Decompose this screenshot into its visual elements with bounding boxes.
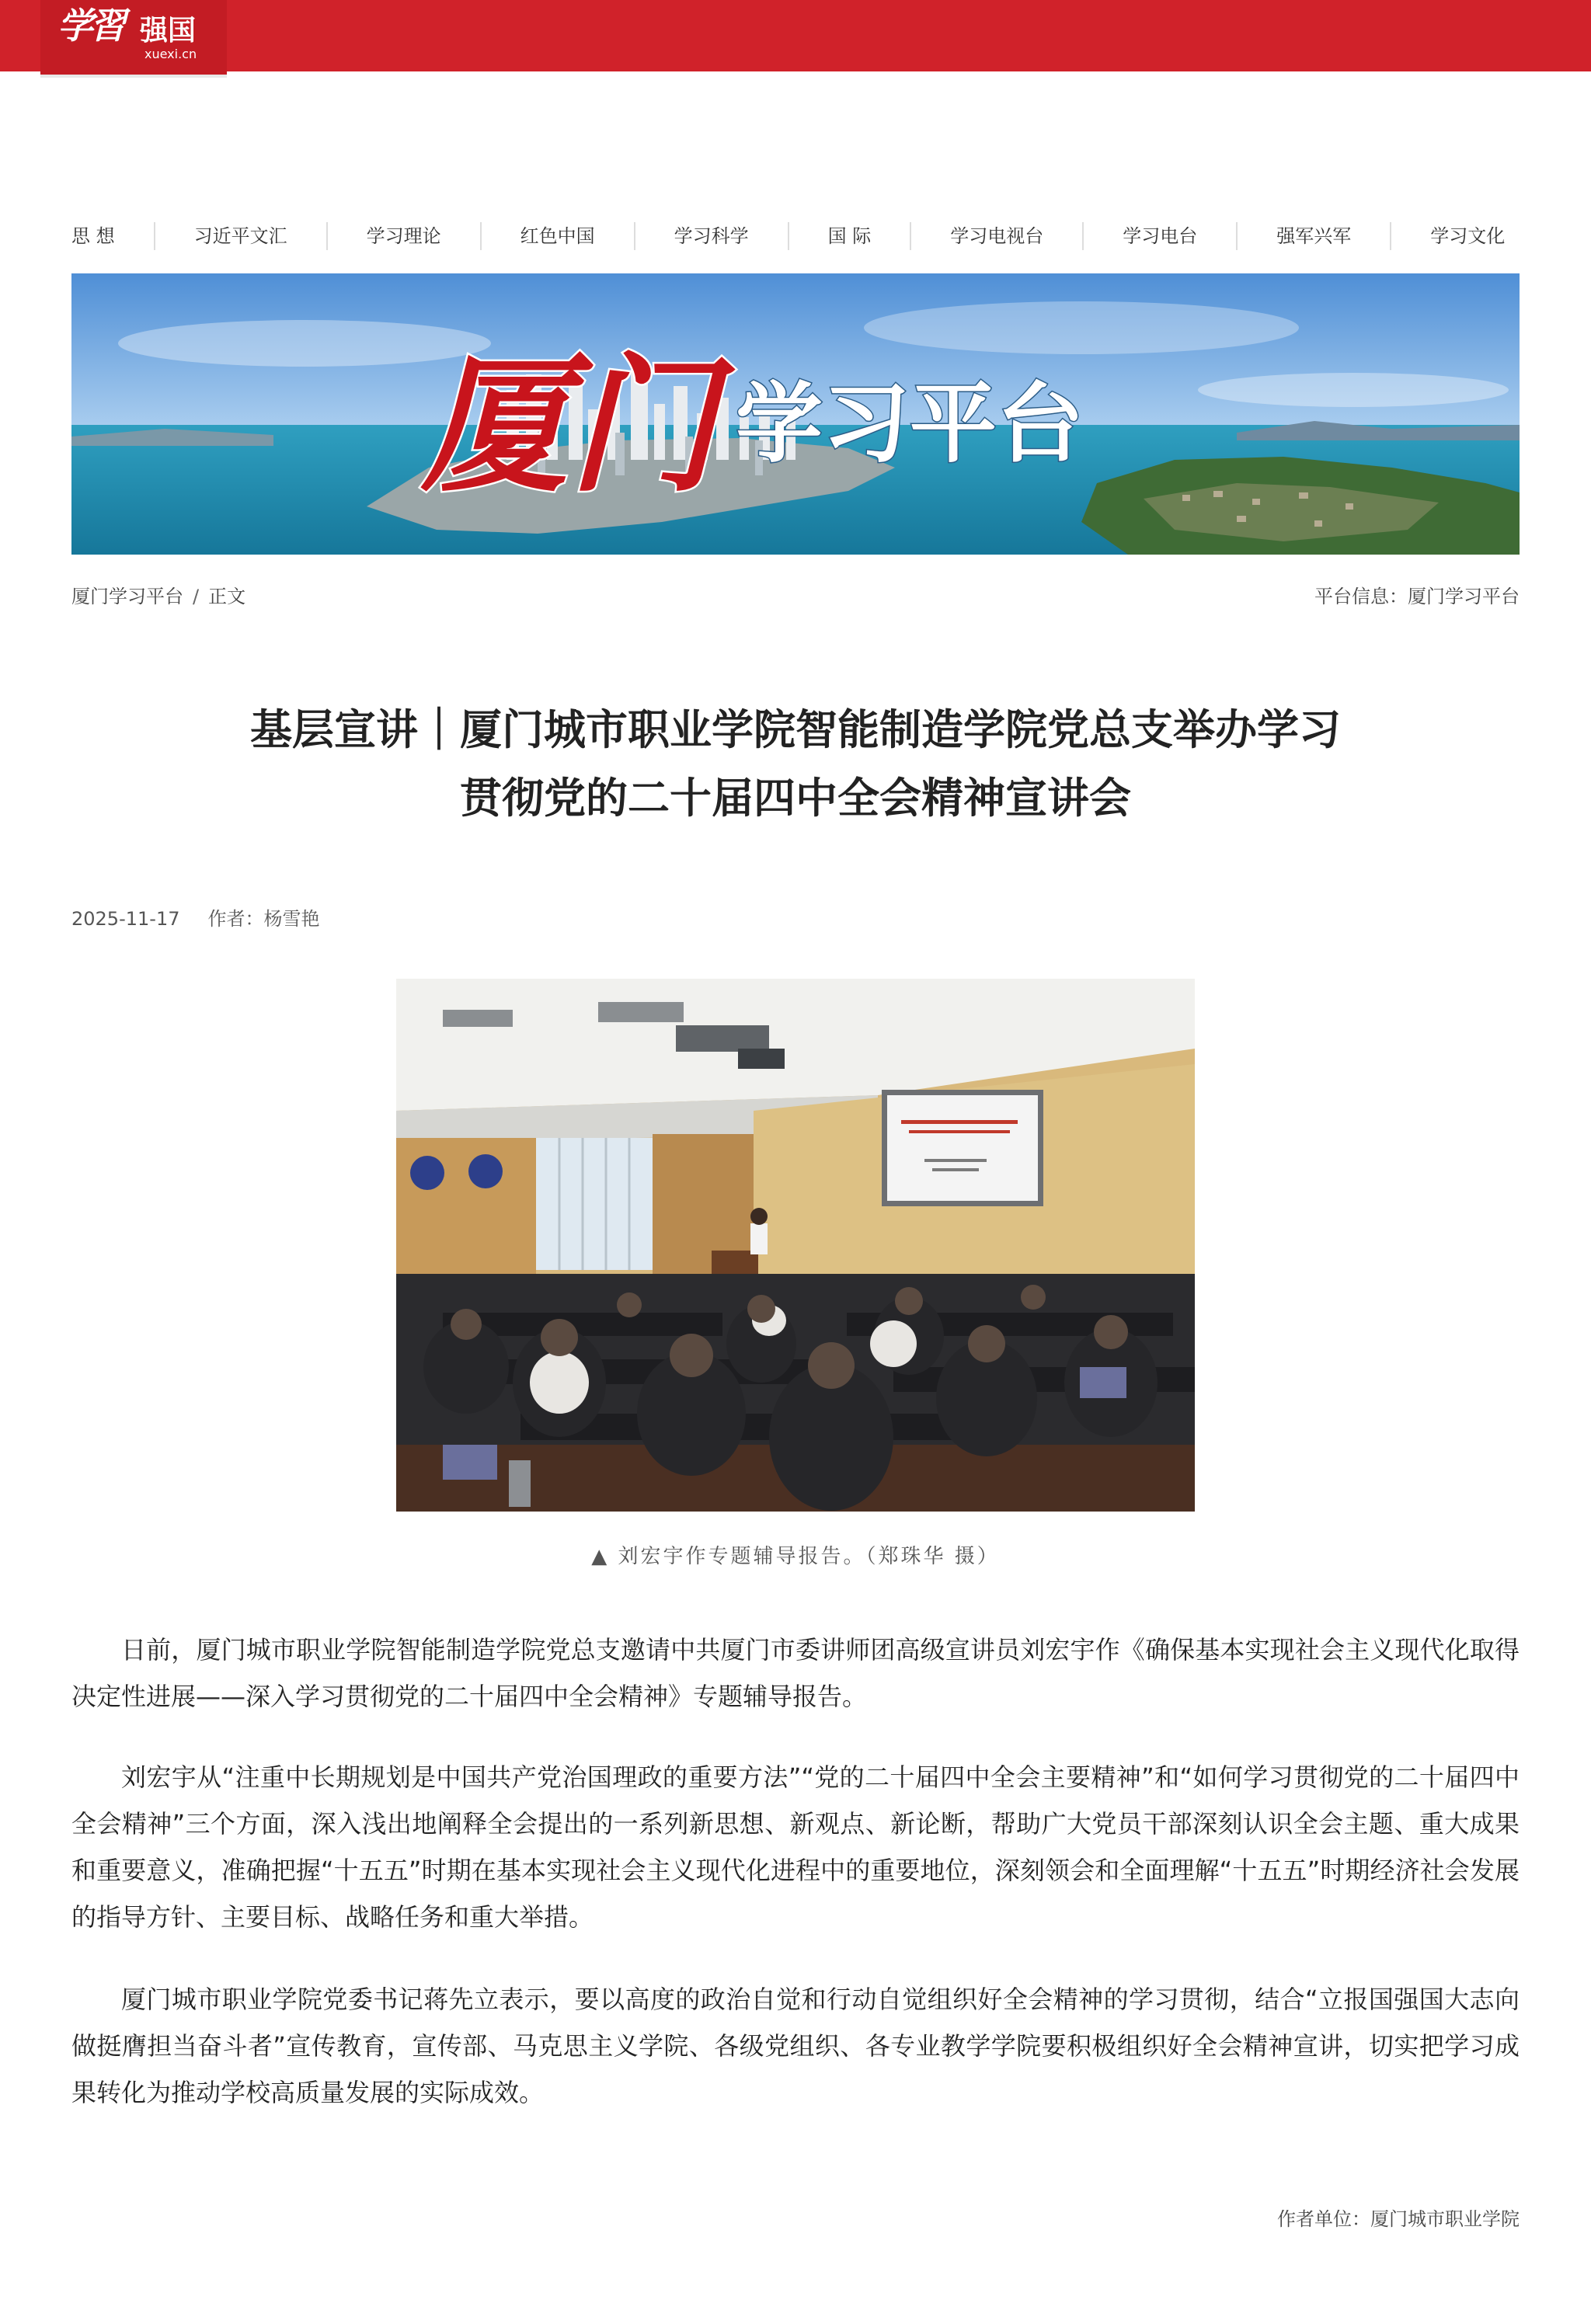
nav-item-international[interactable]: 国 际: [788, 222, 910, 250]
article-paragraph-1: 日前，厦门城市职业学院智能制造学院党总支邀请中共厦门市委讲师团高级宣讲员刘宏宇作《确保基本实现社会主义现代化取得决定性进展——深入学习贯彻党的二十届四中全会精神》专题辅导报告。: [71, 1635, 1520, 1711]
breadcrumb-current: 正文: [208, 586, 246, 607]
logo-domain-text: xuexi.cn: [144, 47, 197, 61]
breadcrumb-home-link[interactable]: 厦门学习平台: [71, 586, 183, 607]
lecture-hall-photo: [396, 979, 1195, 1512]
article-paragraph-2: 刘宏宇从“注重中长期规划是中国共产党治国理政的重要方法”“党的二十届四中全会主要精神”和“如何学习贯彻党的二十届四中全会精神”三个方面，深入浅出地阐释全会提出的一系列新思想、新观点、新论断，帮助广大党员干部深刻认识全会主题、重大成果和重要意义，准确把握“十五五”时期在基本实现社会主义现代化进程中的重要地位，深刻领会和全面理解“十五五”时期经济社会发展的指导方针、主要目标、战略任务和重大举措。: [71, 1762, 1520, 1932]
article-title: [149, 696, 1442, 833]
author-unit: 作者单位：厦门城市职业学院: [1277, 2208, 1520, 2230]
main-nav: [71, 222, 1520, 250]
article-title-line-1: 基层宣讲｜厦门城市职业学院智能制造学院党总支举办学习: [250, 705, 1341, 754]
nav-item-science[interactable]: 学习科学: [634, 222, 788, 250]
xuexi-logo[interactable]: [40, 0, 227, 78]
breadcrumb-separator: /: [193, 586, 200, 607]
nav-item-radio[interactable]: 学习电台: [1082, 222, 1236, 250]
article-date: 2025-11-17: [71, 908, 180, 930]
logo-main-text: 强国: [140, 15, 197, 47]
xiamen-platform-banner: [71, 273, 1520, 555]
banner-title-text: 学习平台: [736, 374, 1084, 475]
article-meta: [71, 906, 319, 932]
top-bar: [0, 0, 1591, 71]
lecture-photo-image: [396, 979, 1195, 1512]
nav-item-tv[interactable]: 学习电视台: [910, 222, 1082, 250]
nav-item-xi-collection[interactable]: 习近平文汇: [154, 222, 326, 250]
article-author: 作者：杨雪艳: [207, 908, 320, 930]
breadcrumb: [71, 584, 245, 609]
nav-item-military[interactable]: 强军兴军: [1236, 222, 1390, 250]
photo-caption: ▲ 刘宏宇作专题辅导报告。（郑珠华 摄）: [591, 1545, 1000, 1568]
banner-calligraphy-text: 厦门: [421, 339, 717, 512]
nav-item-thought[interactable]: 思 想: [71, 225, 115, 247]
platform-info: 平台信息：厦门学习平台: [1314, 586, 1520, 607]
nav-item-culture[interactable]: 学习文化: [1390, 222, 1505, 250]
banner-city-skyline-image: [71, 273, 1520, 555]
article-title-line-2: 贯彻党的二十届四中全会精神宣讲会: [460, 774, 1131, 823]
nav-item-red-china[interactable]: 红色中国: [480, 222, 634, 250]
nav-item-theory[interactable]: 学习理论: [326, 222, 480, 250]
logo-script-text: 学習: [57, 5, 123, 47]
article-paragraph-3: 厦门城市职业学院党委书记蒋先立表示，要以高度的政治自觉和行动自觉组织好全会精神的学习贯彻，结合“立报国强国大志向 做挺膺担当奋斗者”宣传教育，宣传部、马克思主义学院、各级党组织、各专业教学学院要积极组织好全会精神宣讲，切实把学习成果转化为推动学校高质量发展的实际成效。: [71, 1985, 1520, 2107]
